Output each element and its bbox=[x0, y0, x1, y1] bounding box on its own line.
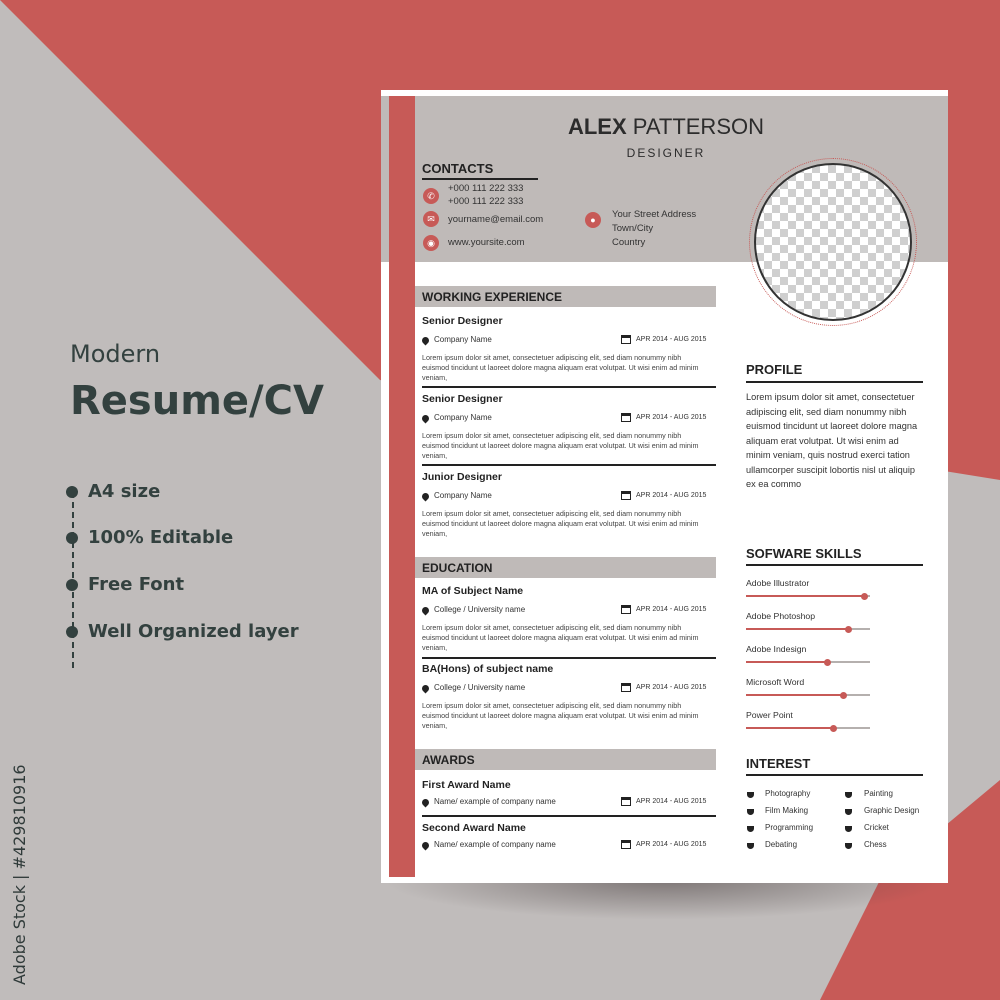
skill-bar-fill bbox=[746, 694, 843, 696]
job-date: APR 2014 - AUG 2015 bbox=[636, 492, 707, 499]
stock-id-label: Adobe Stock | #429810916 bbox=[10, 764, 29, 985]
job-title: Senior Designer bbox=[422, 393, 503, 405]
company-name: Company Name bbox=[434, 491, 492, 500]
phone-2: +000 111 222 333 bbox=[448, 196, 524, 207]
experience-band bbox=[415, 286, 716, 307]
calendar-icon bbox=[621, 335, 631, 344]
interest-bullet-icon bbox=[845, 843, 852, 849]
job-date: APR 2014 - AUG 2015 bbox=[636, 414, 707, 421]
award-date: APR 2014 - AUG 2015 bbox=[636, 841, 707, 848]
interest-bullet-icon bbox=[747, 792, 754, 798]
contacts-heading: CONTACTS bbox=[422, 161, 494, 176]
location-pin-icon bbox=[421, 841, 431, 851]
location-pin-icon: ● bbox=[585, 212, 601, 228]
skill-label: Adobe Photoshop bbox=[746, 611, 816, 621]
interest-item: Photography bbox=[765, 789, 811, 798]
interest-rule bbox=[746, 774, 923, 776]
address-line-2: Town/City bbox=[612, 223, 654, 234]
interest-item: Debating bbox=[765, 840, 798, 849]
interest-bullet-icon bbox=[845, 792, 852, 798]
skill-bar bbox=[746, 727, 870, 729]
interest-item: Programming bbox=[765, 823, 814, 832]
address-line-3: Country bbox=[612, 237, 646, 248]
degree-title: MA of Subject Name bbox=[422, 585, 524, 597]
feature-item: Well Organized layer bbox=[66, 621, 299, 642]
entry-rule bbox=[422, 815, 716, 817]
job-title: Senior Designer bbox=[422, 315, 503, 327]
calendar-icon bbox=[621, 605, 631, 614]
entry-rule bbox=[422, 657, 716, 659]
globe-icon: ◉ bbox=[423, 235, 439, 251]
job-title: Junior Designer bbox=[422, 471, 502, 483]
contacts-rule bbox=[422, 178, 538, 180]
skill-bar-knob bbox=[861, 593, 868, 600]
calendar-icon bbox=[621, 491, 631, 500]
interest-item: Chess bbox=[864, 840, 887, 849]
feature-item: 100% Editable bbox=[66, 527, 233, 548]
bullet-dot-icon bbox=[66, 579, 78, 591]
skill-bar-knob bbox=[830, 725, 837, 732]
education-heading: EDUCATION bbox=[422, 561, 493, 575]
profile-photo-placeholder bbox=[754, 163, 912, 321]
phone-1: +000 111 222 333 bbox=[448, 183, 524, 194]
job-description: Lorem ipsum dolor sit amet, consectetuer adipiscing elit, sed diam nonummy nibh euismod tincidunt ut laoreet dolore magna aliquam erat volutpat. Ut wisi enim ad minim veniam, bbox=[422, 353, 699, 382]
calendar-icon bbox=[621, 840, 631, 849]
company-name: Company Name bbox=[434, 413, 492, 422]
email-icon: ✉ bbox=[423, 211, 439, 227]
skills-heading: SOFWARE SKILLS bbox=[746, 546, 862, 561]
bullet-dot-icon bbox=[66, 486, 78, 498]
paper-shadow bbox=[382, 880, 946, 920]
education-description: Lorem ipsum dolor sit amet, consectetuer adipiscing elit, sed diam nonummy nibh euismod tincidunt ut laoreet dolore magna aliquam erat volutpat. Ut wisi enim ad minim veniam, bbox=[422, 701, 699, 730]
interest-bullet-icon bbox=[845, 826, 852, 832]
interest-item: Graphic Design bbox=[864, 806, 920, 815]
skill-label: Adobe Indesign bbox=[746, 644, 807, 654]
calendar-icon bbox=[621, 683, 631, 692]
skill-bar bbox=[746, 628, 870, 630]
education-date: APR 2014 - AUG 2015 bbox=[636, 606, 707, 613]
education-band bbox=[415, 557, 716, 578]
calendar-icon bbox=[621, 797, 631, 806]
company-name: Company Name bbox=[434, 335, 492, 344]
degree-title: BA(Hons) of subject name bbox=[422, 663, 554, 675]
awards-band bbox=[415, 749, 716, 770]
calendar-icon bbox=[621, 413, 631, 422]
education-description: Lorem ipsum dolor sit amet, consectetuer adipiscing elit, sed diam nonummy nibh euismod tincidunt ut laoreet dolore magna aliquam erat volutpat. Ut wisi enim ad minim veniam, bbox=[422, 623, 699, 652]
location-pin-icon bbox=[421, 414, 431, 424]
interest-item: Film Making bbox=[765, 806, 809, 815]
job-description: Lorem ipsum dolor sit amet, consectetuer adipiscing elit, sed diam nonummy nibh euismod tincidunt ut laoreet dolore magna aliquam erat volutpat. Ut wisi enim ad minim veniam, bbox=[422, 431, 699, 460]
skill-bar-knob bbox=[840, 692, 847, 699]
award-title: First Award Name bbox=[422, 779, 511, 791]
skill-bar bbox=[746, 694, 870, 696]
email: yourname@email.com bbox=[448, 214, 544, 225]
location-pin-icon bbox=[421, 606, 431, 616]
profile-text: Lorem ipsum dolor sit amet, consectetuer adipiscing elit, sed diam nonummy nibh euismod tincidunt ut laoreet dolore magna aliquam erat volutpat. Ut wisi enim ad minim veniam, quis nostrud exerci tation ullamcorper suscipit lobortis nisl ut aliquip ex ea commo bbox=[746, 392, 918, 489]
accent-side-bar bbox=[389, 96, 415, 877]
skill-bar-knob bbox=[824, 659, 831, 666]
interest-bullet-icon bbox=[747, 826, 754, 832]
interest-bullet-icon bbox=[747, 843, 754, 849]
skill-label: Microsoft Word bbox=[746, 677, 805, 687]
award-company: Name/ example of company name bbox=[434, 840, 556, 849]
location-pin-icon bbox=[421, 684, 431, 694]
experience-heading: WORKING EXPERIENCE bbox=[422, 290, 563, 304]
bullet-dot-icon bbox=[66, 532, 78, 544]
interest-bullet-icon bbox=[747, 809, 754, 815]
interest-bullet-icon bbox=[845, 809, 852, 815]
entry-rule bbox=[422, 464, 716, 466]
feature-item: Free Font bbox=[66, 574, 184, 595]
skills-rule bbox=[746, 564, 923, 566]
entry-rule bbox=[422, 386, 716, 388]
resume-name: ALEX PATTERSON bbox=[567, 114, 764, 139]
feature-item: A4 size bbox=[66, 481, 160, 502]
award-date: APR 2014 - AUG 2015 bbox=[636, 798, 707, 805]
promo-title: Resume/CV bbox=[70, 378, 324, 424]
phone-icon: ✆ bbox=[423, 188, 439, 204]
profile-rule bbox=[746, 381, 923, 383]
college-name: College / University name bbox=[434, 683, 526, 692]
resume-role: DESIGNER bbox=[626, 146, 706, 160]
skill-bar bbox=[746, 661, 870, 663]
job-date: APR 2014 - AUG 2015 bbox=[636, 336, 707, 343]
job-description: Lorem ipsum dolor sit amet, consectetuer adipiscing elit, sed diam nonummy nibh euismod tincidunt ut laoreet dolore magna aliquam erat volutpat. Ut wisi enim ad minim veniam, bbox=[422, 509, 699, 538]
location-pin-icon bbox=[421, 336, 431, 346]
education-date: APR 2014 - AUG 2015 bbox=[636, 684, 707, 691]
resume-page bbox=[381, 90, 948, 883]
skill-bar-knob bbox=[845, 626, 852, 633]
interest-heading: INTEREST bbox=[746, 756, 811, 771]
skill-bar bbox=[746, 595, 870, 597]
location-pin-icon bbox=[421, 492, 431, 502]
skill-bar-fill bbox=[746, 661, 827, 663]
profile-heading: PROFILE bbox=[746, 362, 803, 377]
interest-item: Painting bbox=[864, 789, 893, 798]
location-pin-icon bbox=[421, 798, 431, 808]
skill-label: Adobe Illustrator bbox=[746, 578, 810, 588]
award-company: Name/ example of company name bbox=[434, 797, 556, 806]
college-name: College / University name bbox=[434, 605, 526, 614]
bullet-dot-icon bbox=[66, 626, 78, 638]
promo-subtitle: Modern bbox=[70, 340, 161, 368]
award-title: Second Award Name bbox=[422, 822, 526, 834]
skill-bar-fill bbox=[746, 595, 864, 597]
skill-bar-fill bbox=[746, 628, 848, 630]
address-line-1: Your Street Address bbox=[612, 209, 697, 220]
interest-item: Cricket bbox=[864, 823, 889, 832]
skill-label: Power Point bbox=[746, 710, 793, 720]
skill-bar-fill bbox=[746, 727, 833, 729]
website: www.yoursite.com bbox=[448, 237, 525, 248]
awards-heading: AWARDS bbox=[422, 753, 475, 767]
